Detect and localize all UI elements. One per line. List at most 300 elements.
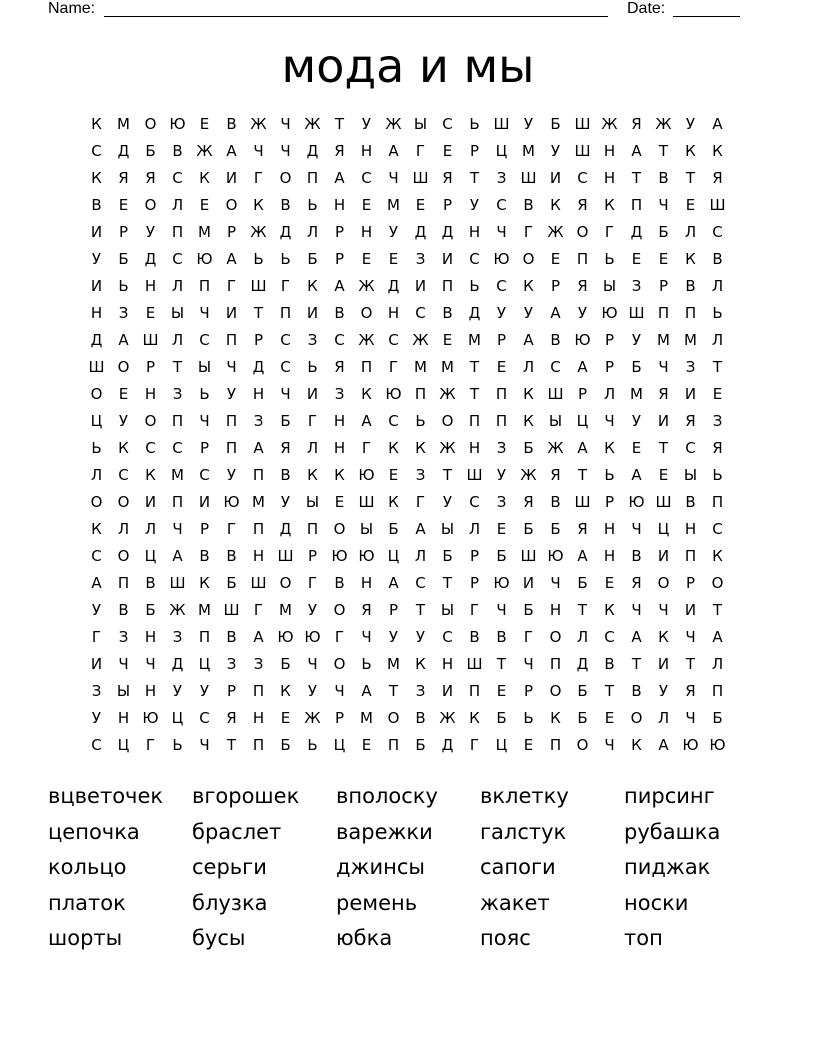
grid-letter[interactable]: Г bbox=[307, 574, 318, 592]
grid-letter[interactable]: С bbox=[199, 331, 210, 349]
grid-letter[interactable]: К bbox=[118, 439, 129, 457]
grid-letter[interactable]: Е bbox=[118, 385, 129, 403]
grid-letter[interactable]: Я bbox=[631, 115, 642, 133]
grid-letter[interactable]: Ч bbox=[523, 655, 534, 673]
grid-letter[interactable]: Ь bbox=[469, 277, 480, 295]
grid-letter[interactable]: Ч bbox=[604, 412, 615, 430]
grid-letter[interactable]: Ж bbox=[358, 277, 375, 295]
grid-letter[interactable]: Н bbox=[252, 385, 265, 403]
grid-letter[interactable]: Ц bbox=[117, 736, 130, 754]
grid-letter[interactable]: Т bbox=[631, 169, 642, 187]
grid-letter[interactable]: Т bbox=[496, 655, 507, 673]
grid-letter[interactable]: О bbox=[90, 385, 103, 403]
grid-letter[interactable]: Е bbox=[361, 736, 372, 754]
grid-letter[interactable]: Т bbox=[577, 601, 588, 619]
grid-letter[interactable]: Е bbox=[496, 682, 507, 700]
grid-letter[interactable]: Ь bbox=[307, 358, 318, 376]
grid-letter[interactable]: Н bbox=[117, 709, 130, 727]
grid-letter[interactable]: Ы bbox=[359, 520, 374, 538]
grid-letter[interactable]: С bbox=[334, 331, 345, 349]
grid-letter[interactable]: З bbox=[415, 466, 426, 484]
grid-letter[interactable]: М bbox=[414, 358, 427, 376]
grid-letter[interactable]: С bbox=[712, 520, 723, 538]
grid-letter[interactable]: В bbox=[226, 115, 237, 133]
grid-letter[interactable]: Ч bbox=[604, 736, 615, 754]
grid-letter[interactable]: Ь bbox=[280, 250, 291, 268]
grid-letter[interactable]: У bbox=[658, 682, 669, 700]
grid-letter[interactable]: О bbox=[522, 250, 535, 268]
grid-letter[interactable]: Ш bbox=[250, 277, 267, 295]
grid-letter[interactable]: Б bbox=[280, 412, 291, 430]
grid-letter[interactable]: Ч bbox=[631, 601, 642, 619]
grid-letter[interactable]: Р bbox=[253, 331, 264, 349]
grid-letter[interactable]: С bbox=[388, 331, 399, 349]
grid-letter[interactable]: Ы bbox=[548, 412, 563, 430]
grid-letter[interactable]: Ю bbox=[385, 385, 402, 403]
grid-letter[interactable]: И bbox=[549, 169, 562, 187]
grid-letter[interactable]: Д bbox=[252, 358, 265, 376]
grid-letter[interactable]: Н bbox=[333, 439, 346, 457]
grid-letter[interactable]: А bbox=[91, 574, 102, 592]
grid-letter[interactable]: Т bbox=[442, 466, 453, 484]
grid-letter[interactable]: Б bbox=[415, 736, 426, 754]
grid-letter[interactable]: У bbox=[388, 628, 399, 646]
grid-letter[interactable]: А bbox=[577, 439, 588, 457]
grid-letter[interactable]: Ч bbox=[280, 115, 291, 133]
grid-letter[interactable]: Б bbox=[280, 655, 291, 673]
grid-letter[interactable]: Е bbox=[199, 196, 210, 214]
grid-letter[interactable]: Н bbox=[333, 412, 346, 430]
grid-letter[interactable]: Ч bbox=[658, 358, 669, 376]
grid-letter[interactable]: О bbox=[117, 358, 130, 376]
grid-letter[interactable]: П bbox=[387, 736, 400, 754]
grid-letter[interactable]: С bbox=[199, 466, 210, 484]
grid-letter[interactable]: Ш bbox=[574, 115, 591, 133]
grid-letter[interactable]: Ю bbox=[493, 574, 510, 592]
grid-letter[interactable]: М bbox=[252, 493, 265, 511]
grid-letter[interactable]: С bbox=[280, 331, 291, 349]
grid-letter[interactable]: К bbox=[307, 466, 318, 484]
grid-letter[interactable]: О bbox=[333, 520, 346, 538]
grid-letter[interactable]: У bbox=[496, 466, 507, 484]
grid-letter[interactable]: Г bbox=[361, 439, 372, 457]
grid-letter[interactable]: Л bbox=[657, 709, 670, 727]
grid-letter[interactable]: Г bbox=[469, 736, 480, 754]
grid-letter[interactable]: Т bbox=[658, 142, 669, 160]
grid-letter[interactable]: П bbox=[252, 736, 265, 754]
grid-letter[interactable]: В bbox=[199, 547, 210, 565]
grid-letter[interactable]: А bbox=[712, 115, 723, 133]
grid-letter[interactable]: Б bbox=[118, 250, 129, 268]
grid-letter[interactable]: И bbox=[522, 574, 535, 592]
grid-letter[interactable]: Л bbox=[414, 547, 427, 565]
grid-letter[interactable]: Б bbox=[388, 520, 399, 538]
grid-letter[interactable]: Б bbox=[145, 601, 156, 619]
grid-letter[interactable]: Я bbox=[442, 169, 453, 187]
grid-letter[interactable]: П bbox=[468, 682, 481, 700]
grid-letter[interactable]: П bbox=[117, 574, 130, 592]
grid-letter[interactable]: Р bbox=[199, 439, 210, 457]
grid-letter[interactable]: Ю bbox=[709, 736, 726, 754]
grid-letter[interactable]: Ь bbox=[91, 439, 102, 457]
grid-letter[interactable]: Ю bbox=[628, 493, 645, 511]
grid-letter[interactable]: У bbox=[577, 304, 588, 322]
grid-letter[interactable]: Е bbox=[199, 115, 210, 133]
grid-letter[interactable]: Б bbox=[226, 574, 237, 592]
grid-letter[interactable]: С bbox=[145, 439, 156, 457]
grid-letter[interactable]: Б bbox=[523, 601, 534, 619]
grid-letter[interactable]: С bbox=[712, 223, 723, 241]
grid-letter[interactable]: Н bbox=[333, 196, 346, 214]
grid-letter[interactable]: Я bbox=[334, 142, 345, 160]
grid-letter[interactable]: П bbox=[279, 304, 292, 322]
grid-letter[interactable]: Н bbox=[603, 520, 616, 538]
grid-letter[interactable]: Я bbox=[631, 574, 642, 592]
grid-letter[interactable]: П bbox=[684, 547, 697, 565]
grid-letter[interactable]: У bbox=[226, 385, 237, 403]
grid-letter[interactable]: Ы bbox=[602, 277, 617, 295]
grid-letter[interactable]: У bbox=[172, 682, 183, 700]
grid-letter[interactable]: К bbox=[415, 439, 426, 457]
grid-letter[interactable]: Р bbox=[145, 358, 156, 376]
grid-letter[interactable]: Е bbox=[118, 196, 129, 214]
grid-letter[interactable]: Т bbox=[388, 682, 399, 700]
grid-letter[interactable]: И bbox=[198, 493, 211, 511]
grid-letter[interactable]: О bbox=[387, 709, 400, 727]
grid-letter[interactable]: Б bbox=[577, 709, 588, 727]
grid-letter[interactable]: К bbox=[685, 250, 696, 268]
grid-letter[interactable]: И bbox=[90, 223, 103, 241]
grid-letter[interactable]: О bbox=[333, 655, 346, 673]
grid-letter[interactable]: С bbox=[91, 547, 102, 565]
grid-letter[interactable]: И bbox=[684, 601, 697, 619]
grid-letter[interactable]: Ц bbox=[387, 547, 400, 565]
grid-letter[interactable]: П bbox=[225, 439, 238, 457]
grid-letter[interactable]: О bbox=[225, 196, 238, 214]
grid-letter[interactable]: Р bbox=[469, 142, 480, 160]
grid-letter[interactable]: Б bbox=[712, 709, 723, 727]
grid-letter[interactable]: И bbox=[441, 682, 454, 700]
grid-letter[interactable]: М bbox=[198, 223, 211, 241]
grid-letter[interactable]: А bbox=[388, 142, 399, 160]
grid-letter[interactable]: У bbox=[631, 331, 642, 349]
grid-letter[interactable]: Н bbox=[144, 277, 157, 295]
grid-letter[interactable]: Ц bbox=[495, 736, 508, 754]
grid-letter[interactable]: З bbox=[712, 412, 723, 430]
grid-letter[interactable]: С bbox=[442, 115, 453, 133]
grid-letter[interactable]: К bbox=[550, 709, 561, 727]
grid-letter[interactable]: Я bbox=[280, 439, 291, 457]
grid-letter[interactable]: Л bbox=[144, 520, 157, 538]
grid-letter[interactable]: Ю bbox=[142, 709, 159, 727]
grid-letter[interactable]: Б bbox=[523, 520, 534, 538]
grid-letter[interactable]: Д bbox=[576, 655, 589, 673]
grid-letter[interactable]: И bbox=[414, 277, 427, 295]
grid-letter[interactable]: Ж bbox=[358, 331, 375, 349]
grid-letter[interactable]: Д bbox=[630, 223, 643, 241]
grid-letter[interactable]: Е bbox=[550, 250, 561, 268]
grid-letter[interactable]: С bbox=[496, 277, 507, 295]
date-blank-line[interactable] bbox=[673, 16, 740, 17]
grid-letter[interactable]: У bbox=[631, 412, 642, 430]
grid-letter[interactable]: Ч bbox=[685, 709, 696, 727]
grid-letter[interactable]: Н bbox=[603, 142, 616, 160]
grid-letter[interactable]: П bbox=[252, 466, 265, 484]
grid-letter[interactable]: З bbox=[631, 277, 642, 295]
grid-letter[interactable]: Р bbox=[658, 277, 669, 295]
grid-letter[interactable]: Д bbox=[279, 223, 292, 241]
grid-letter[interactable]: Н bbox=[387, 304, 400, 322]
grid-letter[interactable]: Я bbox=[685, 682, 696, 700]
grid-letter[interactable]: З bbox=[496, 493, 507, 511]
grid-letter[interactable]: Ж bbox=[304, 115, 321, 133]
grid-letter[interactable]: Р bbox=[226, 682, 237, 700]
grid-letter[interactable]: Я bbox=[226, 709, 237, 727]
grid-letter[interactable]: П bbox=[657, 304, 670, 322]
grid-letter[interactable]: О bbox=[630, 709, 643, 727]
grid-letter[interactable]: Е bbox=[388, 466, 399, 484]
grid-letter[interactable]: Р bbox=[442, 196, 453, 214]
grid-letter[interactable]: Т bbox=[685, 169, 696, 187]
grid-letter[interactable]: Н bbox=[603, 547, 616, 565]
grid-letter[interactable]: В bbox=[550, 493, 561, 511]
grid-letter[interactable]: К bbox=[469, 709, 480, 727]
grid-letter[interactable]: У bbox=[361, 115, 372, 133]
grid-letter[interactable]: Ь bbox=[604, 466, 615, 484]
grid-letter[interactable]: К bbox=[685, 142, 696, 160]
grid-letter[interactable]: П bbox=[225, 331, 238, 349]
grid-letter[interactable]: Н bbox=[360, 223, 373, 241]
grid-letter[interactable]: Ж bbox=[250, 223, 267, 241]
grid-letter[interactable]: Ш bbox=[466, 466, 483, 484]
grid-letter[interactable]: Ч bbox=[550, 574, 561, 592]
grid-letter[interactable]: А bbox=[361, 682, 372, 700]
grid-letter[interactable]: Р bbox=[388, 601, 399, 619]
grid-letter[interactable]: В bbox=[226, 547, 237, 565]
grid-letter[interactable]: Е bbox=[415, 196, 426, 214]
grid-letter[interactable]: Ю bbox=[574, 331, 591, 349]
grid-letter[interactable]: Ю bbox=[331, 547, 348, 565]
grid-letter[interactable]: Д bbox=[414, 223, 427, 241]
grid-letter[interactable]: Л bbox=[468, 520, 481, 538]
grid-letter[interactable]: Л bbox=[90, 466, 103, 484]
grid-letter[interactable]: П bbox=[630, 196, 643, 214]
grid-letter[interactable]: Б bbox=[577, 682, 588, 700]
grid-letter[interactable]: Р bbox=[577, 385, 588, 403]
grid-letter[interactable]: Я bbox=[550, 466, 561, 484]
grid-letter[interactable]: Ч bbox=[496, 601, 507, 619]
grid-letter[interactable]: Ы bbox=[683, 466, 698, 484]
grid-letter[interactable]: Ь bbox=[523, 709, 534, 727]
grid-letter[interactable]: Л bbox=[603, 385, 616, 403]
grid-letter[interactable]: К bbox=[604, 196, 615, 214]
grid-letter[interactable]: А bbox=[658, 736, 669, 754]
grid-letter[interactable]: З bbox=[496, 169, 507, 187]
grid-letter[interactable]: Ж bbox=[655, 115, 672, 133]
grid-letter[interactable]: Ч bbox=[307, 655, 318, 673]
grid-letter[interactable]: З bbox=[91, 682, 102, 700]
grid-letter[interactable]: Р bbox=[469, 547, 480, 565]
grid-letter[interactable]: О bbox=[711, 574, 724, 592]
grid-letter[interactable]: П bbox=[576, 250, 589, 268]
grid-letter[interactable]: Ш bbox=[412, 169, 429, 187]
grid-letter[interactable]: А bbox=[550, 304, 561, 322]
grid-letter[interactable]: М bbox=[630, 385, 643, 403]
grid-letter[interactable]: И bbox=[144, 493, 157, 511]
grid-letter[interactable]: И bbox=[90, 655, 103, 673]
grid-letter[interactable]: З bbox=[415, 250, 426, 268]
grid-letter[interactable]: Ж bbox=[547, 223, 564, 241]
grid-letter[interactable]: К bbox=[523, 385, 534, 403]
grid-letter[interactable]: Ь bbox=[118, 277, 129, 295]
grid-letter[interactable]: Ь bbox=[415, 412, 426, 430]
grid-letter[interactable]: В bbox=[334, 574, 345, 592]
grid-letter[interactable]: Г bbox=[253, 169, 264, 187]
grid-letter[interactable]: У bbox=[91, 709, 102, 727]
grid-letter[interactable]: Е bbox=[280, 709, 291, 727]
grid-letter[interactable]: В bbox=[631, 547, 642, 565]
grid-letter[interactable]: З bbox=[172, 385, 183, 403]
grid-letter[interactable]: Ь bbox=[253, 250, 264, 268]
grid-letter[interactable]: Г bbox=[415, 493, 426, 511]
grid-letter[interactable]: Е bbox=[496, 358, 507, 376]
grid-letter[interactable]: Ц bbox=[333, 736, 346, 754]
grid-letter[interactable]: Н bbox=[603, 169, 616, 187]
grid-letter[interactable]: П bbox=[306, 169, 319, 187]
grid-letter[interactable]: Т bbox=[685, 655, 696, 673]
grid-letter[interactable]: В bbox=[712, 250, 723, 268]
grid-letter[interactable]: Д bbox=[441, 223, 454, 241]
grid-letter[interactable]: Ш bbox=[520, 547, 537, 565]
grid-letter[interactable]: Ш bbox=[88, 358, 105, 376]
grid-letter[interactable]: Л bbox=[306, 223, 319, 241]
grid-letter[interactable]: Г bbox=[253, 601, 264, 619]
grid-letter[interactable]: Ч bbox=[253, 142, 264, 160]
grid-letter[interactable]: К bbox=[550, 196, 561, 214]
grid-letter[interactable]: Ц bbox=[198, 655, 211, 673]
grid-letter[interactable]: Б bbox=[550, 520, 561, 538]
grid-letter[interactable]: Т bbox=[469, 358, 480, 376]
grid-letter[interactable]: М bbox=[387, 655, 400, 673]
grid-letter[interactable]: П bbox=[711, 493, 724, 511]
grid-letter[interactable]: Я bbox=[658, 385, 669, 403]
grid-letter[interactable]: Г bbox=[523, 628, 534, 646]
grid-letter[interactable]: Е bbox=[361, 196, 372, 214]
grid-letter[interactable]: К bbox=[388, 493, 399, 511]
grid-letter[interactable]: Н bbox=[549, 601, 562, 619]
grid-letter[interactable]: Ь bbox=[307, 736, 318, 754]
grid-letter[interactable]: Т bbox=[577, 466, 588, 484]
grid-letter[interactable]: О bbox=[144, 412, 157, 430]
grid-letter[interactable]: Т bbox=[469, 385, 480, 403]
grid-letter[interactable]: П bbox=[414, 385, 427, 403]
grid-letter[interactable]: В bbox=[550, 331, 561, 349]
grid-letter[interactable]: Ч bbox=[361, 628, 372, 646]
grid-letter[interactable]: Т bbox=[226, 736, 237, 754]
grid-letter[interactable]: З bbox=[118, 628, 129, 646]
grid-letter[interactable]: Е bbox=[712, 385, 723, 403]
grid-letter[interactable]: Т bbox=[334, 115, 345, 133]
grid-letter[interactable]: Е bbox=[604, 574, 615, 592]
grid-letter[interactable]: Н bbox=[252, 709, 265, 727]
grid-letter[interactable]: Ж bbox=[520, 466, 537, 484]
grid-letter[interactable]: У bbox=[523, 115, 534, 133]
grid-letter[interactable]: И bbox=[657, 655, 670, 673]
grid-letter[interactable]: Ч bbox=[388, 169, 399, 187]
grid-letter[interactable]: Л bbox=[576, 628, 589, 646]
grid-letter[interactable]: Ш bbox=[169, 574, 186, 592]
grid-letter[interactable]: К bbox=[91, 520, 102, 538]
grid-letter[interactable]: И bbox=[657, 547, 670, 565]
grid-letter[interactable]: А bbox=[631, 142, 642, 160]
grid-letter[interactable]: С bbox=[172, 169, 183, 187]
grid-letter[interactable]: У bbox=[91, 250, 102, 268]
grid-letter[interactable]: Р bbox=[226, 223, 237, 241]
grid-letter[interactable]: Я bbox=[685, 412, 696, 430]
grid-letter[interactable]: М bbox=[657, 331, 670, 349]
grid-letter[interactable]: Ш bbox=[358, 493, 375, 511]
grid-letter[interactable]: Ю bbox=[547, 547, 564, 565]
grid-letter[interactable]: Г bbox=[307, 412, 318, 430]
grid-letter[interactable]: С bbox=[550, 358, 561, 376]
grid-letter[interactable]: Б bbox=[496, 547, 507, 565]
grid-letter[interactable]: С bbox=[91, 142, 102, 160]
grid-letter[interactable]: Г bbox=[91, 628, 102, 646]
grid-letter[interactable]: Ы bbox=[116, 682, 131, 700]
grid-letter[interactable]: В bbox=[685, 277, 696, 295]
grid-letter[interactable]: П bbox=[225, 412, 238, 430]
grid-letter[interactable]: Ы bbox=[440, 520, 455, 538]
grid-letter[interactable]: З bbox=[253, 412, 264, 430]
grid-letter[interactable]: Р bbox=[496, 331, 507, 349]
grid-letter[interactable]: Е bbox=[685, 196, 696, 214]
grid-letter[interactable]: Ц bbox=[144, 547, 157, 565]
grid-letter[interactable]: Ш bbox=[628, 304, 645, 322]
grid-letter[interactable]: Е bbox=[442, 142, 453, 160]
grid-letter[interactable]: Д bbox=[90, 331, 103, 349]
grid-letter[interactable]: О bbox=[117, 493, 130, 511]
grid-letter[interactable]: А bbox=[172, 547, 183, 565]
grid-letter[interactable]: А bbox=[388, 574, 399, 592]
grid-letter[interactable]: Ь bbox=[712, 466, 723, 484]
grid-letter[interactable]: К bbox=[91, 169, 102, 187]
grid-letter[interactable]: П bbox=[252, 682, 265, 700]
grid-letter[interactable]: Л bbox=[711, 655, 724, 673]
grid-letter[interactable]: Н bbox=[360, 142, 373, 160]
grid-letter[interactable]: Ю bbox=[493, 250, 510, 268]
grid-letter[interactable]: Б bbox=[145, 142, 156, 160]
grid-letter[interactable]: Е bbox=[388, 250, 399, 268]
grid-letter[interactable]: Ч bbox=[280, 142, 291, 160]
grid-letter[interactable]: Ж bbox=[439, 439, 456, 457]
grid-letter[interactable]: С bbox=[577, 169, 588, 187]
grid-letter[interactable]: З bbox=[415, 682, 426, 700]
grid-letter[interactable]: О bbox=[360, 304, 373, 322]
grid-letter[interactable]: Г bbox=[226, 277, 237, 295]
grid-letter[interactable]: И bbox=[225, 304, 238, 322]
grid-letter[interactable]: Р bbox=[334, 223, 345, 241]
grid-letter[interactable]: С bbox=[415, 304, 426, 322]
grid-letter[interactable]: С bbox=[361, 169, 372, 187]
grid-letter[interactable]: Ю bbox=[277, 628, 294, 646]
grid-letter[interactable]: Е bbox=[523, 736, 534, 754]
grid-letter[interactable]: Д bbox=[117, 142, 130, 160]
grid-letter[interactable]: Л bbox=[306, 439, 319, 457]
grid-letter[interactable]: Г bbox=[280, 277, 291, 295]
grid-letter[interactable]: Ы bbox=[440, 601, 455, 619]
grid-letter[interactable]: И bbox=[657, 412, 670, 430]
grid-letter[interactable]: В bbox=[145, 574, 156, 592]
